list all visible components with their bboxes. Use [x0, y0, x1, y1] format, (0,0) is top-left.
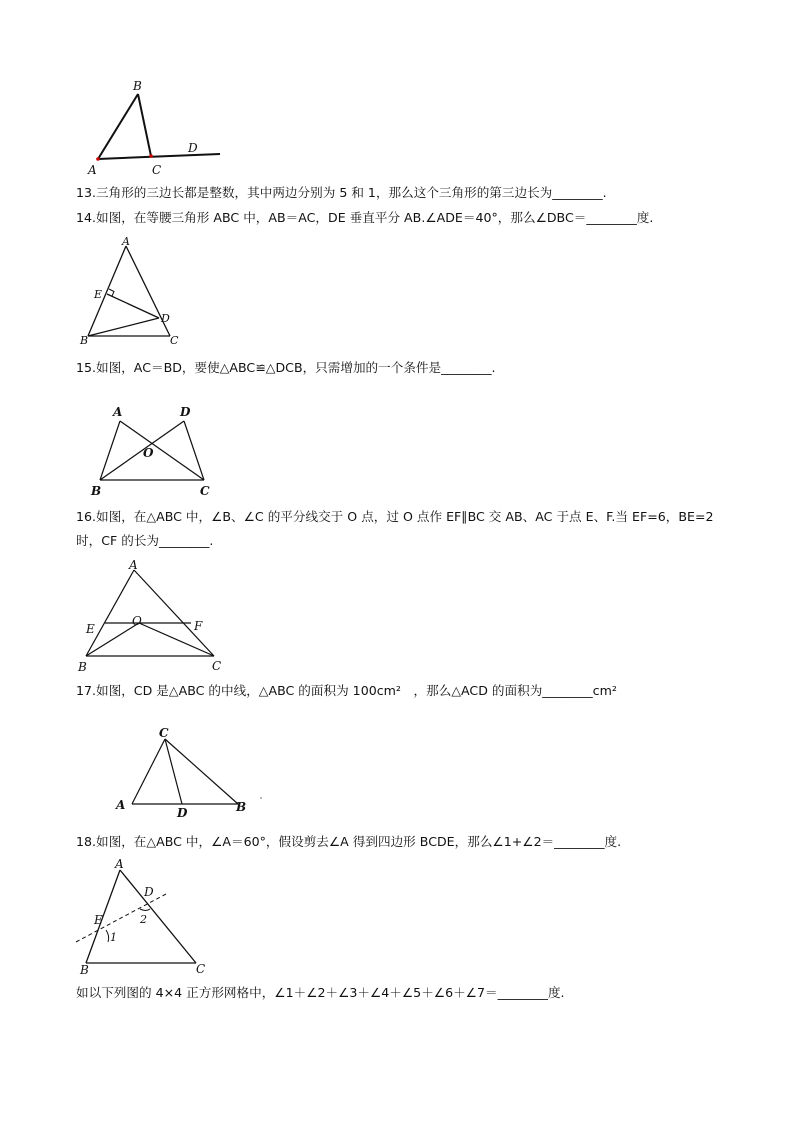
- label-b: B: [91, 484, 102, 498]
- label-f: F: [194, 619, 203, 633]
- figure-bisectors-triangle: [76, 558, 236, 676]
- question-17: 17.如图，CD 是△ABC 的中线，△ABC 的面积为 100cm² ，那么△ACD 的面积为________cm²: [76, 683, 617, 698]
- label-b: B: [236, 800, 247, 814]
- label-c: C: [196, 962, 206, 976]
- question-13: 13.三角形的三边长都是整数，其中两边分别为 5 和 1，那么这个三角形的第三边长为________.: [76, 185, 607, 200]
- label-b: B: [133, 79, 142, 93]
- question-19: 如以下列图的 4×4 正方形网格中，∠1＋∠2＋∠3＋∠4＋∠5＋∠6＋∠7＝________度.: [76, 985, 565, 1000]
- label-a: A: [113, 405, 123, 419]
- label-c: C: [159, 726, 169, 740]
- label-a: A: [116, 798, 126, 812]
- label-b: B: [80, 334, 89, 347]
- figure-cut-triangle: [74, 856, 214, 976]
- label-e: E: [86, 622, 95, 636]
- figure-crossed-triangles: [86, 402, 226, 500]
- label-a: A: [122, 235, 130, 248]
- figure-median-triangle: [112, 722, 272, 822]
- question-15: 15.如图，AC＝BD，要使△ABC≌△DCB，只需增加的一个条件是________.: [76, 360, 496, 375]
- figure-isosceles-triangle: [80, 232, 190, 350]
- label-c: C: [170, 334, 179, 347]
- question-16: 16.如图，在△ABC 中，∠B、∠C 的平分线交于 O 点，过 O 点作 EF∥BC 交 AB、AC 于点 E、F.当 EF=6，BE=2 时，CF 的长为________.: [76, 509, 714, 548]
- question-14: 14.如图，在等腰三角形 ABC 中，AB＝AC，DE 垂直平分 AB.∠ADE＝40°，那么∠DBC＝________度.: [76, 210, 654, 225]
- label-d: D: [144, 885, 154, 899]
- label-c: C: [152, 163, 162, 177]
- label-d: D: [180, 405, 191, 419]
- label-c: C: [200, 484, 210, 498]
- label-a: A: [129, 558, 138, 572]
- label-a: A: [115, 857, 124, 871]
- label-d: D: [177, 806, 188, 820]
- label-1: 1: [110, 931, 117, 944]
- label-d: D: [161, 312, 170, 325]
- label-o: O: [132, 614, 142, 628]
- label-b: B: [78, 660, 87, 674]
- label-e: E: [94, 913, 103, 927]
- label-d: D: [188, 141, 198, 155]
- label-a: A: [88, 163, 97, 177]
- label-c: C: [212, 659, 222, 673]
- label-2: 2: [140, 913, 147, 926]
- label-o: O: [143, 446, 154, 460]
- question-18: 18.如图，在△ABC 中，∠A＝60°，假设剪去∠A 得到四边形 BCDE，那么∠1+∠2＝________度.: [76, 834, 622, 849]
- label-e: E: [94, 288, 103, 301]
- figure-abcd-line: [80, 78, 230, 180]
- label-b: B: [80, 963, 89, 977]
